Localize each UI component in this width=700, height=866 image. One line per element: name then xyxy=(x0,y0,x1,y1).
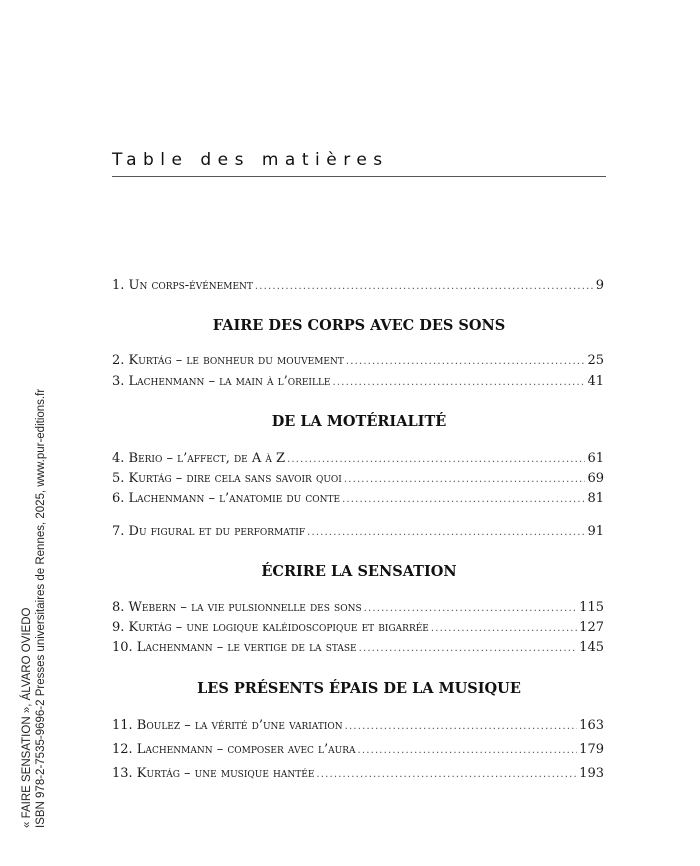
dot-leader xyxy=(345,721,578,732)
dot-leader xyxy=(359,643,578,654)
toc-entry[interactable] xyxy=(112,471,604,486)
section-heading: LES PRÉSENTS ÉPAIS DE LA MUSIQUE xyxy=(197,680,521,697)
toc-entry-label: 10. Lachenmann – le vertige de la stase xyxy=(112,640,357,655)
toc-entry-label: 13. Kurtág – une musique hantée xyxy=(112,766,315,781)
toc-entry-label: 6. Lachenmann – l’anatomie du conte xyxy=(112,491,341,506)
toc-entry-label: 5. Kurtág – dire cela sans savoir quoi xyxy=(112,471,342,486)
toc-entry-page: 145 xyxy=(579,640,604,655)
dot-leader xyxy=(307,527,585,538)
section-heading: FAIRE DES CORPS AVEC DES SONS xyxy=(212,317,506,334)
dot-leader xyxy=(346,356,586,367)
sidebar-line-2: ISBN 978-2-7535-9696-2 Presses universitaires de Rennes, 2025, www.pur-editions.fr xyxy=(35,388,47,828)
dot-leader xyxy=(344,474,586,485)
page-title: Table des matières xyxy=(112,150,606,177)
dot-leader xyxy=(316,769,577,780)
dot-leader xyxy=(333,377,586,388)
section-heading: ÉCRIRE LA SENSATION xyxy=(261,563,457,580)
toc-entry-page: 69 xyxy=(587,471,604,486)
dot-leader xyxy=(364,603,578,614)
toc-entry-label: 1. Un corps-événement xyxy=(112,278,253,293)
toc-entry-page: 115 xyxy=(579,600,604,615)
toc-entry[interactable] xyxy=(112,451,604,466)
toc-entry[interactable] xyxy=(112,600,604,615)
toc-entry-label: 3. Lachenmann – la main à l’oreille xyxy=(112,374,331,389)
toc-entry-label: 4. Berio – l’affect, de A à Z xyxy=(112,451,286,466)
toc-entry-page: 193 xyxy=(579,766,604,781)
dot-leader xyxy=(342,494,585,505)
toc-entry-label: 2. Kurtág – le bonheur du mouvement xyxy=(112,353,344,368)
toc-entry-label: 7. Du figural et du performatif xyxy=(112,524,306,539)
toc-entry-page: 81 xyxy=(587,491,604,506)
toc-entry-page: 127 xyxy=(579,620,604,635)
toc-entry-page: 61 xyxy=(587,451,604,466)
toc-entry-page: 179 xyxy=(579,742,604,757)
toc-entry-label: 12. Lachenmann – composer avec l’aura xyxy=(112,742,356,757)
dot-leader xyxy=(255,281,594,292)
toc-entry[interactable] xyxy=(112,278,604,293)
dot-leader xyxy=(287,454,585,465)
toc-entry-page: 25 xyxy=(587,353,604,368)
toc-entry-page: 163 xyxy=(579,718,604,733)
toc-entry[interactable] xyxy=(112,353,604,368)
toc-entry-label: 9. Kurtág – une logique kaléidoscopique et bigarrée xyxy=(112,620,429,635)
toc-entry-label: 11. Boulez – la vérité d’une variation xyxy=(112,718,343,733)
sidebar-line-1: « FAIRE SENSATION », ÁLVARO OVIEDO xyxy=(21,607,33,828)
section-heading: DE LA MOTÉRIALITÉ xyxy=(271,413,447,430)
toc-entry[interactable] xyxy=(112,766,604,781)
toc-entry[interactable] xyxy=(112,718,604,733)
toc-entry[interactable] xyxy=(112,491,604,506)
copyright-sidebar xyxy=(20,389,48,828)
toc-entry[interactable] xyxy=(112,374,604,389)
toc-entry[interactable] xyxy=(112,742,604,757)
toc-entry[interactable] xyxy=(112,620,604,635)
toc-entry[interactable] xyxy=(112,640,604,655)
toc-entry-page: 41 xyxy=(587,374,604,389)
toc-entry-page: 91 xyxy=(587,524,604,539)
dot-leader xyxy=(358,745,578,756)
toc-entry-page: 9 xyxy=(595,278,604,293)
toc-entry-label: 8. Webern – la vie pulsionnelle des sons xyxy=(112,600,362,615)
toc-entry[interactable] xyxy=(112,524,604,539)
dot-leader xyxy=(431,623,577,634)
